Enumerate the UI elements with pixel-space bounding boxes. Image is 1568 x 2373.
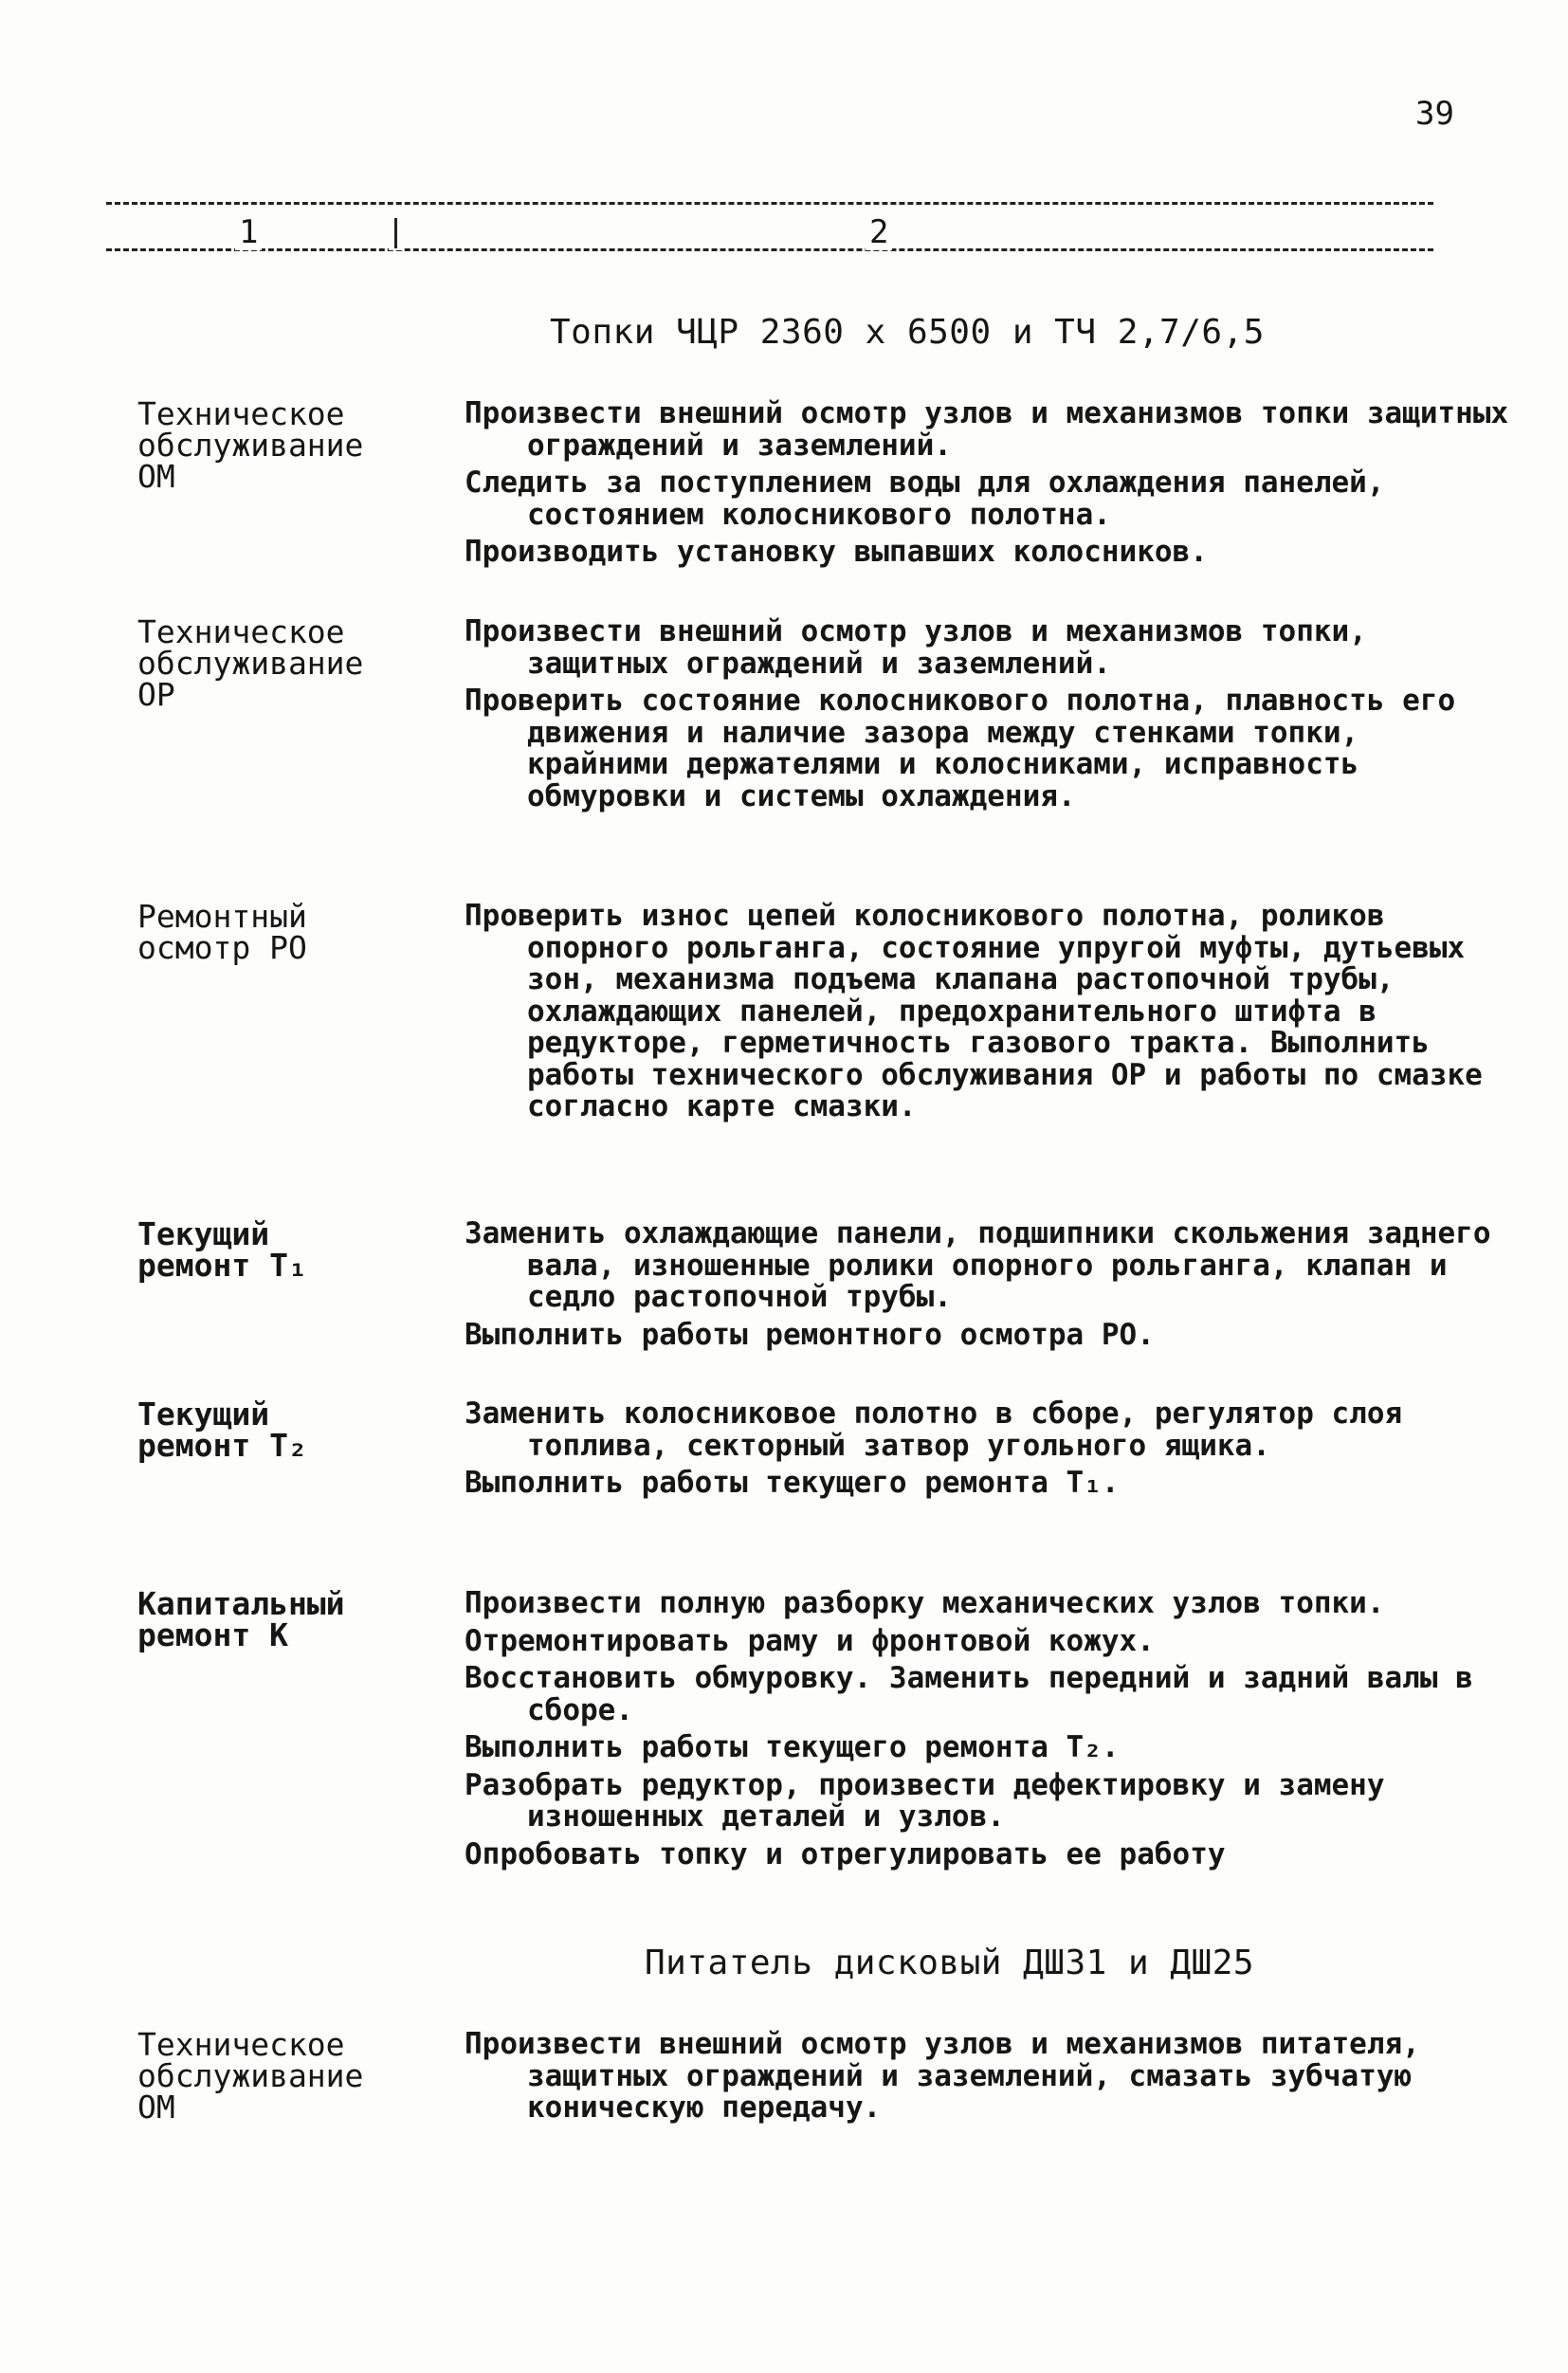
- content-paragraph: Проверить состояние колосникового полотна, плавность его движения и наличие зазора между стенками топки, крайними держателями и колосниками, исправность обмуровки и системы охлаждения.: [465, 684, 1456, 813]
- row-label: Капитальный ремонт К: [137, 1585, 345, 1653]
- content-paragraph: Выполнить работы ремонтного осмотра РО.: [465, 1317, 1155, 1352]
- content-paragraph: Произвести внешний осмотр узлов и механизмов топки защитных ограждений и заземлений.: [465, 396, 1509, 463]
- content-paragraph: Следить за поступлением воды для охлаждения панелей, состоянием колосникового полотна.: [465, 465, 1385, 532]
- row-label: Техническое обслуживание ОМ: [137, 2026, 364, 2126]
- column-header-1: 1: [235, 214, 262, 250]
- content-paragraph: Произвести внешний осмотр узлов и механизмов топки, защитных ограждений и заземлений.: [465, 614, 1367, 681]
- content-paragraph: Восстановить обмуровку. Заменить передний и задний валы в сборе.: [465, 1661, 1473, 1727]
- page-number: 39: [1415, 95, 1454, 133]
- content-paragraph: Проверить износ цепей колосникового полотна, роликов опорного рольганга, состояние упругой муфты, дутьевых зон, механизма подъема клапана растопочной трубы, охлаждающих панелей, предохранительного штифта в редукторе, герметичность газового тракта. Выполнить работы технического обслуживания ОР и работы по смазке согласно карте смазки.: [465, 899, 1483, 1123]
- header-rule-top: [106, 202, 1433, 205]
- content-paragraph: Опробовать топку и отрегулировать ее работу: [465, 1836, 1226, 1871]
- content-paragraph: Произвести внешний осмотр узлов и механизмов питателя, защитных ограждений и заземлений, смазать зубчатую коническую передачу.: [465, 2027, 1420, 2125]
- row-content: [465, 901, 1517, 1129]
- content-paragraph: Заменить колосниковое полотно в сборе, регулятор слоя топлива, секторный затвор угольного ящика.: [465, 1396, 1403, 1463]
- content-paragraph: Произвести полную разборку механических узлов топки.: [465, 1586, 1385, 1620]
- content-paragraph: Производить установку выпавших колосников.: [465, 535, 1208, 569]
- row-content: [465, 1398, 1517, 1506]
- row-label: Ремонтный осмотр РО: [137, 898, 307, 966]
- content-paragraph: Отремонтировать раму и фронтовой кожух.: [465, 1623, 1155, 1658]
- row-label: Текущий ремонт Т₁: [137, 1215, 307, 1284]
- row-content: [465, 2029, 1517, 2130]
- row-label: Техническое обслуживание ОР: [137, 613, 364, 713]
- row-content: [465, 1588, 1517, 1876]
- content-paragraph: Заменить охлаждающие панели, подшипники скольжения заднего вала, изношенные ролики опорного рольганга, клапан и седло растопочной трубы.: [465, 1216, 1491, 1314]
- content-paragraph: Выполнить работы текущего ремонта Т₁.: [465, 1466, 1120, 1500]
- row-label: Техническое обслуживание ОМ: [137, 395, 364, 495]
- section-title: Топки ЧЦР 2360 х 6500 и ТЧ 2,7/6,5: [550, 313, 1265, 352]
- section-title: Питатель дисковый ДШ31 и ДШ25: [645, 1944, 1255, 1982]
- row-content: [465, 616, 1517, 818]
- content-paragraph: Выполнить работы текущего ремонта Т₂.: [465, 1730, 1120, 1764]
- content-paragraph: Разобрать редуктор, произвести дефектировку и замену изношенных деталей и узлов.: [465, 1767, 1385, 1834]
- row-content: [465, 1218, 1517, 1357]
- column-separator: [389, 214, 402, 250]
- header-rule-bottom: [106, 248, 1433, 251]
- column-header-2: 2: [866, 214, 892, 250]
- row-label: Текущий ремонт Т₂: [137, 1396, 307, 1464]
- row-content: [465, 398, 1517, 575]
